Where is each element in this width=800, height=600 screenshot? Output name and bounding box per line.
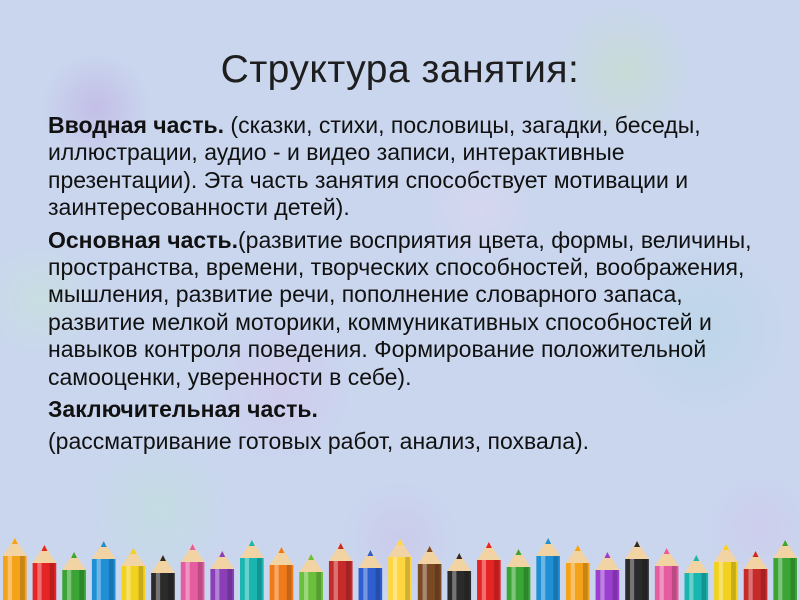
pencil-icon xyxy=(566,545,590,600)
pencil-icon xyxy=(477,542,501,600)
paragraph-final-text xyxy=(48,428,772,455)
pencil-icon xyxy=(151,555,175,600)
pencil-icon xyxy=(655,548,679,600)
pencil-icon xyxy=(447,553,471,600)
pencil-icon xyxy=(299,554,323,600)
pencil-icon xyxy=(329,543,353,600)
slide-content xyxy=(48,112,772,461)
paragraph-main xyxy=(48,227,772,391)
pencil-icon xyxy=(359,550,383,600)
pencil-icon xyxy=(181,544,205,600)
pencil-icon xyxy=(773,540,797,600)
pencil-icon xyxy=(388,539,412,600)
final-text: (рассматривание готовых работ, анализ, похвала). xyxy=(48,428,590,455)
main-text: (развитие восприятия цвета, формы, величины, пространства, времени, творческих способностей, воображения, мышления, развитие речи, пополнение словарного запаса, развитие мелкой моторики, коммуникативных способностей и навыков контроля поведения. Формирование положительной самооценки, уверенности в себе). xyxy=(48,226,752,390)
pencil-icon xyxy=(536,538,560,600)
paragraph-final-heading xyxy=(48,396,772,423)
pencil-icon xyxy=(684,555,708,600)
final-heading: Заключительная часть. xyxy=(48,396,318,423)
slide-title: Структура занятия: xyxy=(220,48,580,91)
pencils-decoration xyxy=(0,534,800,600)
pencil-icon xyxy=(744,551,768,600)
intro-text: (сказки, стихи, пословицы, загадки, беседы, иллюстрации, аудио - и видео записи, интерактивные презентации). Эта часть занятия способствует мотивации и заинтересованности детей). xyxy=(48,112,701,221)
pencil-icon xyxy=(714,544,738,600)
pencil-icon xyxy=(92,541,116,600)
pencil-icon xyxy=(122,548,146,600)
pencil-icon xyxy=(3,538,27,600)
pencil-icon xyxy=(625,541,649,600)
pencil-icon xyxy=(33,545,57,600)
main-heading: Основная часть. xyxy=(48,226,238,253)
pencil-icon xyxy=(418,546,442,600)
pencil-icon xyxy=(240,540,264,600)
pencil-icon xyxy=(596,552,620,600)
pencil-icon xyxy=(507,549,531,600)
pencil-row-image xyxy=(0,534,800,600)
pencil-icon xyxy=(270,547,294,600)
paragraph-intro xyxy=(48,112,772,222)
pencil-icon xyxy=(210,551,234,600)
intro-heading: Вводная часть. xyxy=(48,112,225,138)
pencil-icon xyxy=(62,552,86,600)
